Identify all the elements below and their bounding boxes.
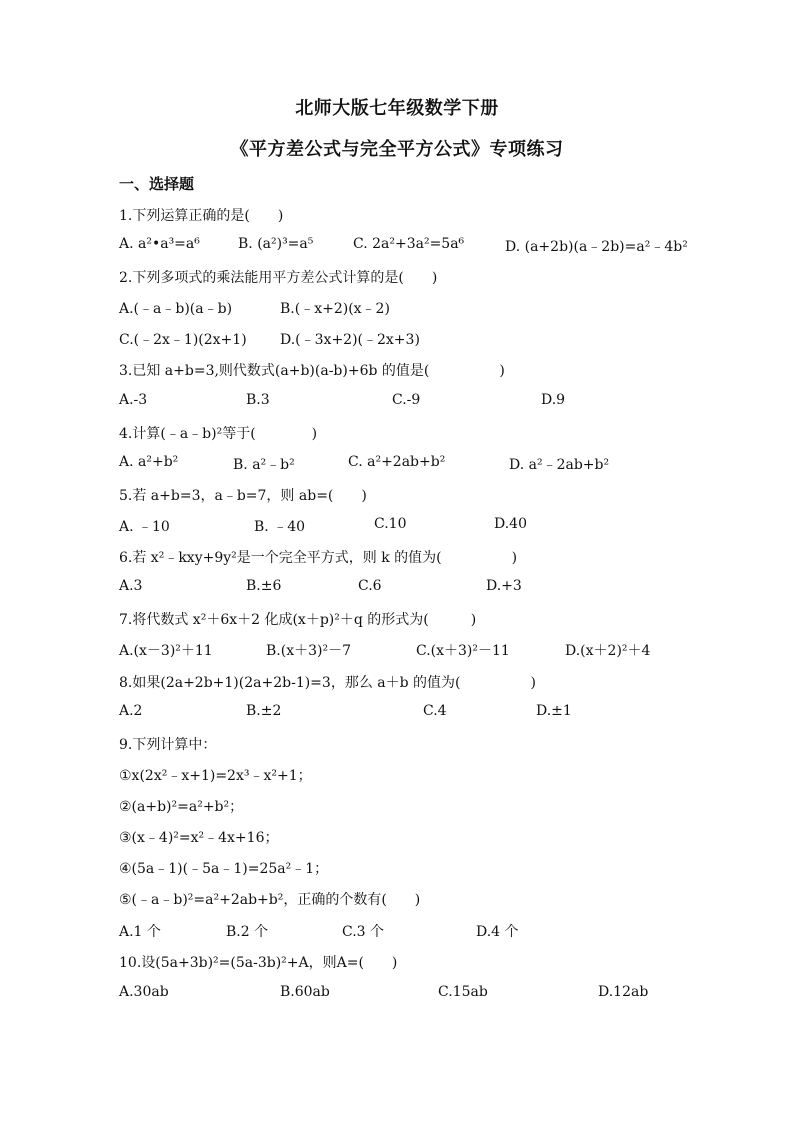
question-5-option-c: C.10 [374, 516, 407, 532]
question-10-option-d: D.12ab [598, 984, 649, 1000]
question-8-option-c: C.4 [423, 703, 447, 719]
question-8-stem: 8.如果(2a+2b+1)(2a+2b-1)=3，那么 a＋b 的值为( ) [119, 675, 536, 691]
question-2-stem: 2.下列多项式的乘法能用平方差公式计算的是( ) [119, 270, 438, 286]
question-6-option-a: A.3 [119, 578, 143, 594]
question-4-option-d: D. a²﹣2ab+b² [509, 457, 610, 473]
question-9-item-4: ④(5a﹣1)(﹣5a﹣1)=25a²﹣1； [119, 861, 329, 877]
question-4-option-b: B. a²﹣b² [233, 457, 295, 473]
document-title: 北师大版七年级数学下册 [295, 98, 499, 119]
question-5-option-b: B. ﹣40 [254, 519, 306, 535]
question-6-option-c: C.6 [358, 578, 382, 594]
question-9-option-b: B.2 个 [226, 924, 269, 940]
question-2-option-c: C.(﹣2x﹣1)(2x+1) [119, 332, 247, 348]
question-1-option-c: C. 2a²+3a²=5a⁶ [353, 236, 465, 252]
question-4-option-a: A. a²+b² [119, 454, 179, 470]
question-4-stem: 4.计算(﹣a﹣b)²等于( ) [119, 426, 318, 442]
question-8-option-b: B.±2 [246, 703, 282, 719]
question-10-option-c: C.15ab [438, 984, 488, 1000]
question-10-stem: 10.设(5a+3b)²=(5a-3b)²+A，则A=( ) [119, 955, 398, 971]
question-5-option-a: A. ﹣10 [119, 519, 170, 535]
document-subtitle: 《平方差公式与完全平方公式》专项练习 [230, 139, 564, 160]
question-3-option-d: D.9 [541, 392, 566, 408]
question-7-option-d: D.(x＋2)²＋4 [565, 643, 651, 659]
question-7-option-c: C.(x＋3)²－11 [416, 643, 510, 659]
question-7-option-a: A.(x－3)²＋11 [119, 643, 213, 659]
question-3-option-c: C.-9 [392, 392, 421, 408]
question-1-option-a: A. a²•a³=a⁶ [119, 236, 200, 252]
question-1-option-d: D. (a+2b)(a﹣2b)=a²﹣4b² [505, 239, 688, 255]
question-6-stem: 6.若 x²﹣kxy+9y²是一个完全平方式，则 k 的值为( ) [119, 550, 518, 566]
question-3-stem: 3.已知 a+b=3,则代数式(a+b)(a-b)+6b 的值是( ) [119, 363, 505, 379]
section-heading: 一、选择题 [119, 175, 195, 193]
question-9-option-c: C.3 个 [342, 924, 385, 940]
question-6-option-b: B.±6 [246, 578, 282, 594]
question-9-option-a: A.1 个 [119, 924, 161, 940]
question-10-option-b: B.60ab [280, 984, 330, 1000]
question-9-item-3: ③(x﹣4)²=x²﹣4x+16； [119, 830, 279, 846]
question-5-stem: 5.若 a+b=3，a﹣b=7，则 ab=( ) [119, 488, 367, 504]
question-9-item-2: ②(a+b)²=a²+b²； [119, 799, 244, 815]
question-6-option-d: D.+3 [486, 578, 522, 594]
question-9-item-5: ⑤(﹣a﹣b)²=a²+2ab+b²，正确的个数有( ) [119, 892, 421, 908]
question-7-stem: 7.将代数式 x²＋6x＋2 化成(x＋p)²＋q 的形式为( ) [119, 612, 477, 628]
question-5-option-d: D.40 [494, 516, 527, 532]
question-8-option-a: A.2 [119, 703, 143, 719]
question-2-option-a: A.(﹣a﹣b)(a﹣b) [119, 301, 233, 317]
question-10-option-a: A.30ab [119, 984, 169, 1000]
question-8-option-d: D.±1 [536, 703, 572, 719]
question-7-option-b: B.(x＋3)²－7 [266, 643, 351, 659]
question-9-option-d: D.4 个 [476, 924, 519, 940]
question-3-option-b: B.3 [246, 392, 270, 408]
question-1-option-b: B. (a²)³=a⁵ [238, 236, 314, 252]
question-3-option-a: A.-3 [119, 392, 148, 408]
question-9-item-1: ①x(2x²﹣x+1)=2x³﹣x²+1； [119, 768, 312, 784]
question-4-option-c: C. a²+2ab+b² [348, 454, 446, 470]
question-2-option-b: B.(﹣x+2)(x﹣2) [280, 301, 390, 317]
question-1-stem: 1.下列运算正确的是( ) [119, 208, 284, 224]
question-9-stem: 9.下列计算中： [119, 737, 217, 753]
question-2-option-d: D.(﹣3x+2)(﹣2x+3) [280, 332, 420, 348]
